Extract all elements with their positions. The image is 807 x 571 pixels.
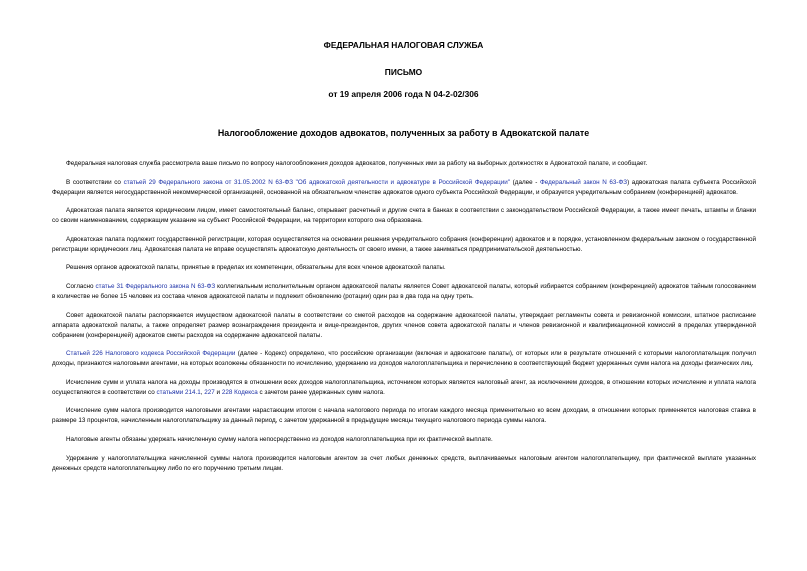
paragraph-law-63: В соответствии со статьей 29 Федерального закона от 31.05.2002 N 63-ФЗ "Об адвокатской деятельности и адвокатуре в Российской Федерации" (далее - Федеральный закон N 63-ФЗ) адвокатская палата субъекта Российской Федерации является негосударственной некоммерческой организацией, основанной на обязательном членстве адвокатов одного субъекта Российской Федерации, и образуется учредительным собранием (конференцией) адвокатов.	[52, 178, 756, 196]
law-63-article-31-link[interactable]: статье 31 Федерального закона N 63-ФЗ	[95, 282, 216, 290]
document-type: ПИСЬМО	[384, 67, 423, 77]
paragraph-legal-entity: Адвокатская палата является юридическим лицом, имеет самостоятельный баланс, открывает расчетный и другие счета в банках в соответствии с законодательством Российской Федерации, а также имеет печать, штампы и бланки со своим наименованием, содержащим указание на субъект Российской Федерации, на территории которого она образована.	[52, 207, 756, 225]
paragraph-decisions: Решения органов адвокатской палаты, принятые в пределах их компетенции, обязательны для всех членов адвокатской палаты.	[66, 264, 446, 272]
paragraph-council: Согласно статье 31 Федерального закона N 63-ФЗ коллегиальным исполнительным органом адвокатской палаты является Совет адвокатской палаты, который избирается собранием (конференцией) адвокатов тайным голосованием в количестве не более 15 человек из состава членов адвокатской палаты и подлежит обновлению (ротации) один раз в два года на одну треть.	[52, 282, 756, 300]
paragraph-cumulative: Исчисление сумм налога производится налоговыми агентами нарастающим итогом с начала налогового периода по итогам каждого месяца применительно ко всем доходам, в отношении которых применяется налоговая ставка в размере 13 процентов, начисленным налогоплательщику за данный период, с зачетом удержанной в предыдущие месяцы текущего налогового периода суммы налога.	[52, 407, 756, 425]
document-subject: Налогообложение доходов адвокатов, полученных за работу в Адвокатской палате	[217, 128, 590, 138]
tax-code-article-226-link[interactable]: Статьей 226 Налогового кодекса Российской Федерации	[66, 350, 236, 358]
paragraph-council-powers: Совет адвокатской палаты распоряжается имуществом адвокатской палаты в соответствии со сметой расходов на содержание адвокатской палаты, утверждает регламенты совета и ревизионной комиссии, штатное расписание аппарата адвокатской палаты, а также определяет размер вознаграждения президента и вице-президентов, других членов совета адвокатской палаты и членов ревизионной и квалификационной комиссий в пределах утвержденной собранием (конференцией) адвокатов сметы расходов на содержание адвокатской палаты.	[52, 311, 756, 339]
law-63-article-29-link[interactable]: статьей 29 Федерального закона от 31.05.2002 N 63-ФЗ "Об адвокатской деятельности и адвокатуре в Российской Федерации"	[123, 178, 511, 186]
organization-title: ФЕДЕРАЛЬНАЯ НАЛОГОВАЯ СЛУЖБА	[323, 40, 484, 50]
paragraph-intro: Федеральная налоговая служба рассмотрела ваше письмо по вопросу налогообложения доходов адвокатов, полученных ими за работу на выборных должностях в Адвокатской палате, и сообщает.	[66, 160, 648, 167]
tax-code-article-227-link[interactable]: 227	[204, 388, 215, 396]
document-date: от 19 апреля 2006 года N 04-2-02/306	[328, 89, 479, 99]
tax-code-article-228-link[interactable]: 228 Кодекса	[221, 388, 258, 396]
law-63-short-link[interactable]: Федеральный закон N 63-ФЗ	[539, 178, 628, 186]
paragraph-withholding: Налоговые агенты обязаны удержать начисленную сумму налога непосредственно из доходов налогоплательщика при их фактической выплате.	[66, 435, 493, 443]
document-body	[52, 159, 756, 482]
paragraph-tax-agents: Статьей 226 Налогового кодекса Российской Федерации (далее - Кодекс) определено, что российские организации (включая и адвокатские палаты), от которых или в результате отношений с которыми налогоплательщик получил доходы, признаются налоговыми агентами, на которых возложены обязанности по исчислению, удержанию из доходов налогоплательщика и перечислению в соответствующий бюджет удержанных сумм налога на доходы физических лиц.	[52, 350, 757, 368]
paragraph-registration: Адвокатская палата подлежит государственной регистрации, которая осуществляется на основании решения учредительного собрания (конференции) адвокатов и в порядке, установленном федеральным законом о государственной регистрации юридических лиц. Адвокатская палата не вправе осуществлять адвокатскую деятельность от своего имени, а также заниматься предпринимательской деятельностью.	[52, 235, 756, 253]
tax-code-article-214-1-link[interactable]: статьями 214.1	[156, 388, 201, 396]
paragraph-tax-calculation: Исчисление сумм и уплата налога на доходы производятся в отношении всех доходов налогоплательщика, источником которых является налоговый агент, за исключением доходов, в отношении которых исчисление и уплата налога осуществляются в соответствии со статьями 214.1, 227 и 228 Кодекса с зачетом ранее удержанных сумм налога.	[52, 378, 756, 396]
paragraph-withholding-funds: Удержание у налогоплательщика начисленной суммы налога производится налоговым агентом за счет любых денежных средств, выплачиваемых налоговым агентом налогоплательщику, при фактической выплате указанных денежных средств налогоплательщику либо по его поручению третьим лицам.	[52, 454, 756, 472]
